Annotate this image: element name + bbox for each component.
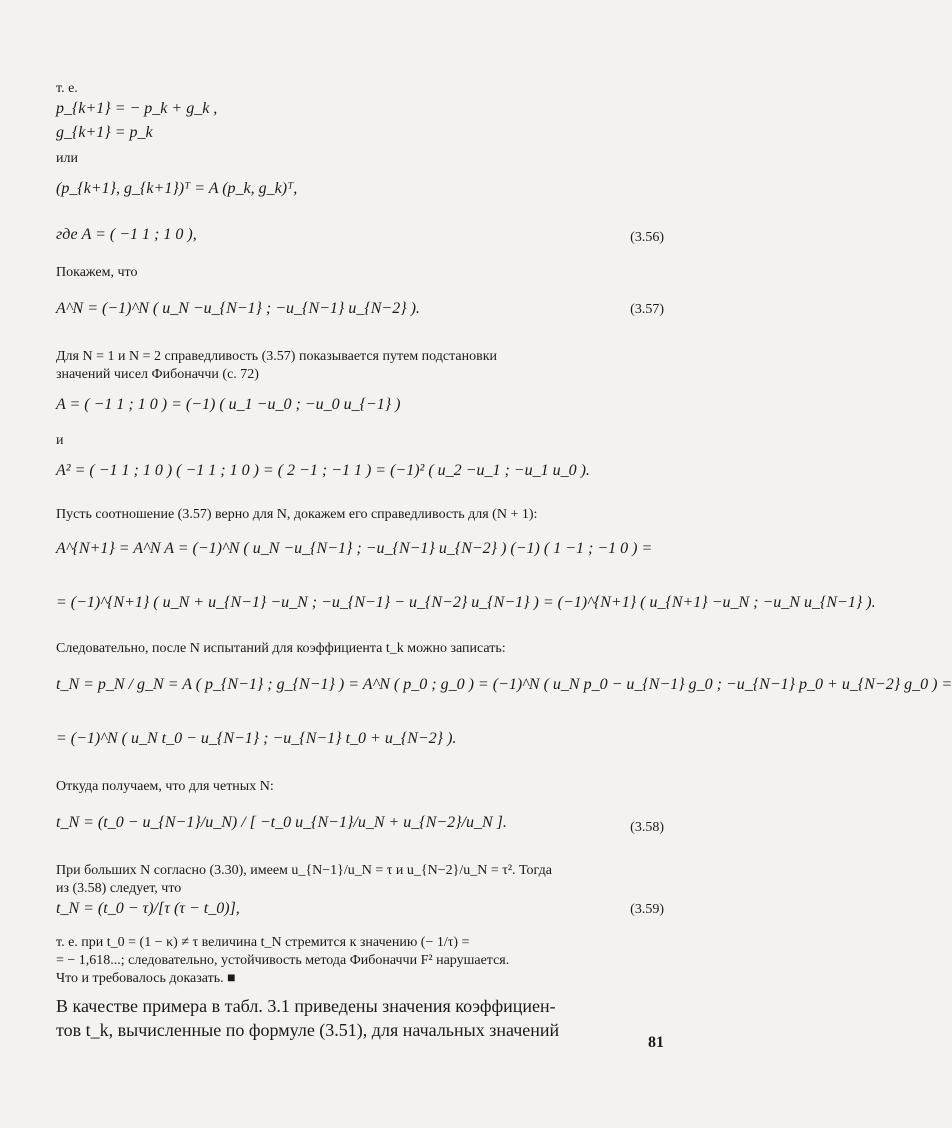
equation-number-3-59: (3.59) (630, 902, 664, 917)
equation-matrix-A: где A = ( −1 1 ; 1 0 ), (56, 226, 197, 243)
equation-A2: A² = ( −1 1 ; 1 0 ) ( −1 1 ; 1 0 ) = ( 2 −1 ; −1 1 ) = (−1)² ( u_2 −u_1 ; −u_1 u_0 ). (56, 462, 590, 479)
equation-A-fib: A = ( −1 1 ; 1 0 ) = (−1) ( u_1 −u_0 ; −u_0 u_{−1} ) (56, 396, 401, 413)
text-1618: = − 1,618...; следовательно, устойчивость метода Фибоначчи F² нарушается. (56, 953, 510, 968)
equation-tN-even: t_N = (t_0 − u_{N−1}/u_N) / [ −t_0 u_{N−1}/u_N + u_{N−2}/u_N ]. (56, 814, 507, 831)
equation-matrix-vector: (p_{k+1}, g_{k+1})ᵀ = A (p_k, g_k)ᵀ, (56, 180, 298, 197)
text-pokazhem: Покажем, что (56, 265, 138, 280)
equation-tN-cont: = (−1)^N ( u_N t_0 − u_{N−1} ; −u_{N−1} t_0 + u_{N−2} ). (56, 730, 457, 747)
equation-number-3-58: (3.58) (630, 820, 664, 835)
equation-gk1: g_{k+1} = p_k (56, 124, 153, 141)
text-i: и (56, 433, 64, 448)
text-line-te: т. е. (56, 81, 78, 96)
equation-number-3-57: (3.57) (630, 302, 664, 317)
text-v-kachestve: В качестве примера в табл. 3.1 приведены значения коэффициен- (56, 996, 556, 1016)
equation-number-3-56: (3.56) (630, 230, 664, 245)
equation-tN-limit: t_N = (t_0 − τ)/[τ (τ − t_0)], (56, 900, 240, 917)
text-pust: Пусть соотношение (3.57) верно для N, докажем его справедливость для (N + 1): (56, 507, 538, 522)
text-te-pri: т. е. при t_0 = (1 − κ) ≠ τ величина t_N стремится к значению (− 1/τ) = (56, 935, 470, 950)
text-chto-i: Что и требовалось доказать. ■ (56, 971, 236, 986)
equation-pk1: p_{k+1} = − p_k + g_k , (56, 100, 218, 117)
text-otkuda: Откуда получаем, что для четных N: (56, 779, 274, 794)
page-number: 81 (648, 1034, 664, 1051)
text-iz-358: из (3.58) следует, что (56, 881, 182, 896)
text-line-ili: или (56, 151, 78, 166)
equation-A-N1: A^{N+1} = A^N A = (−1)^N ( u_N −u_{N−1} ; −u_{N−1} u_{N−2} ) (−1) ( 1 −1 ; −1 0 ) = (56, 540, 653, 557)
equation-A-N: A^N = (−1)^N ( u_N −u_{N−1} ; −u_{N−1} u_{N−2} ). (56, 300, 420, 317)
text-znacheniy: значений чисел Фибоначчи (с. 72) (56, 367, 259, 382)
text-sledovatelno: Следовательно, после N испытаний для коэффициента t_k можно записать: (56, 641, 506, 656)
equation-A-N1-result: = (−1)^{N+1} ( u_N + u_{N−1} −u_N ; −u_{N−1} − u_{N−2} u_{N−1} ) = (−1)^{N+1} ( u_{N+1} −u_N ; −u_N u_{N−1} ). (56, 594, 876, 611)
text-pri-bolshih: При больших N согласно (3.30), имеем u_{N−1}/u_N = τ и u_{N−2}/u_N = τ². Тогда (56, 863, 552, 878)
text-tov-tk: тов t_k, вычисленные по формуле (3.51), для начальных значений (56, 1020, 560, 1040)
text-dlya-N: Для N = 1 и N = 2 справедливость (3.57) показывается путем подстановки (56, 349, 497, 364)
equation-tN: t_N = p_N / g_N = A ( p_{N−1} ; g_{N−1} ) = A^N ( p_0 ; g_0 ) = (−1)^N ( u_N p_0 − u_{N−1} g_0 ; −u_{N−1} p_0 + u_{N−2} g_0 ) = (56, 676, 952, 693)
